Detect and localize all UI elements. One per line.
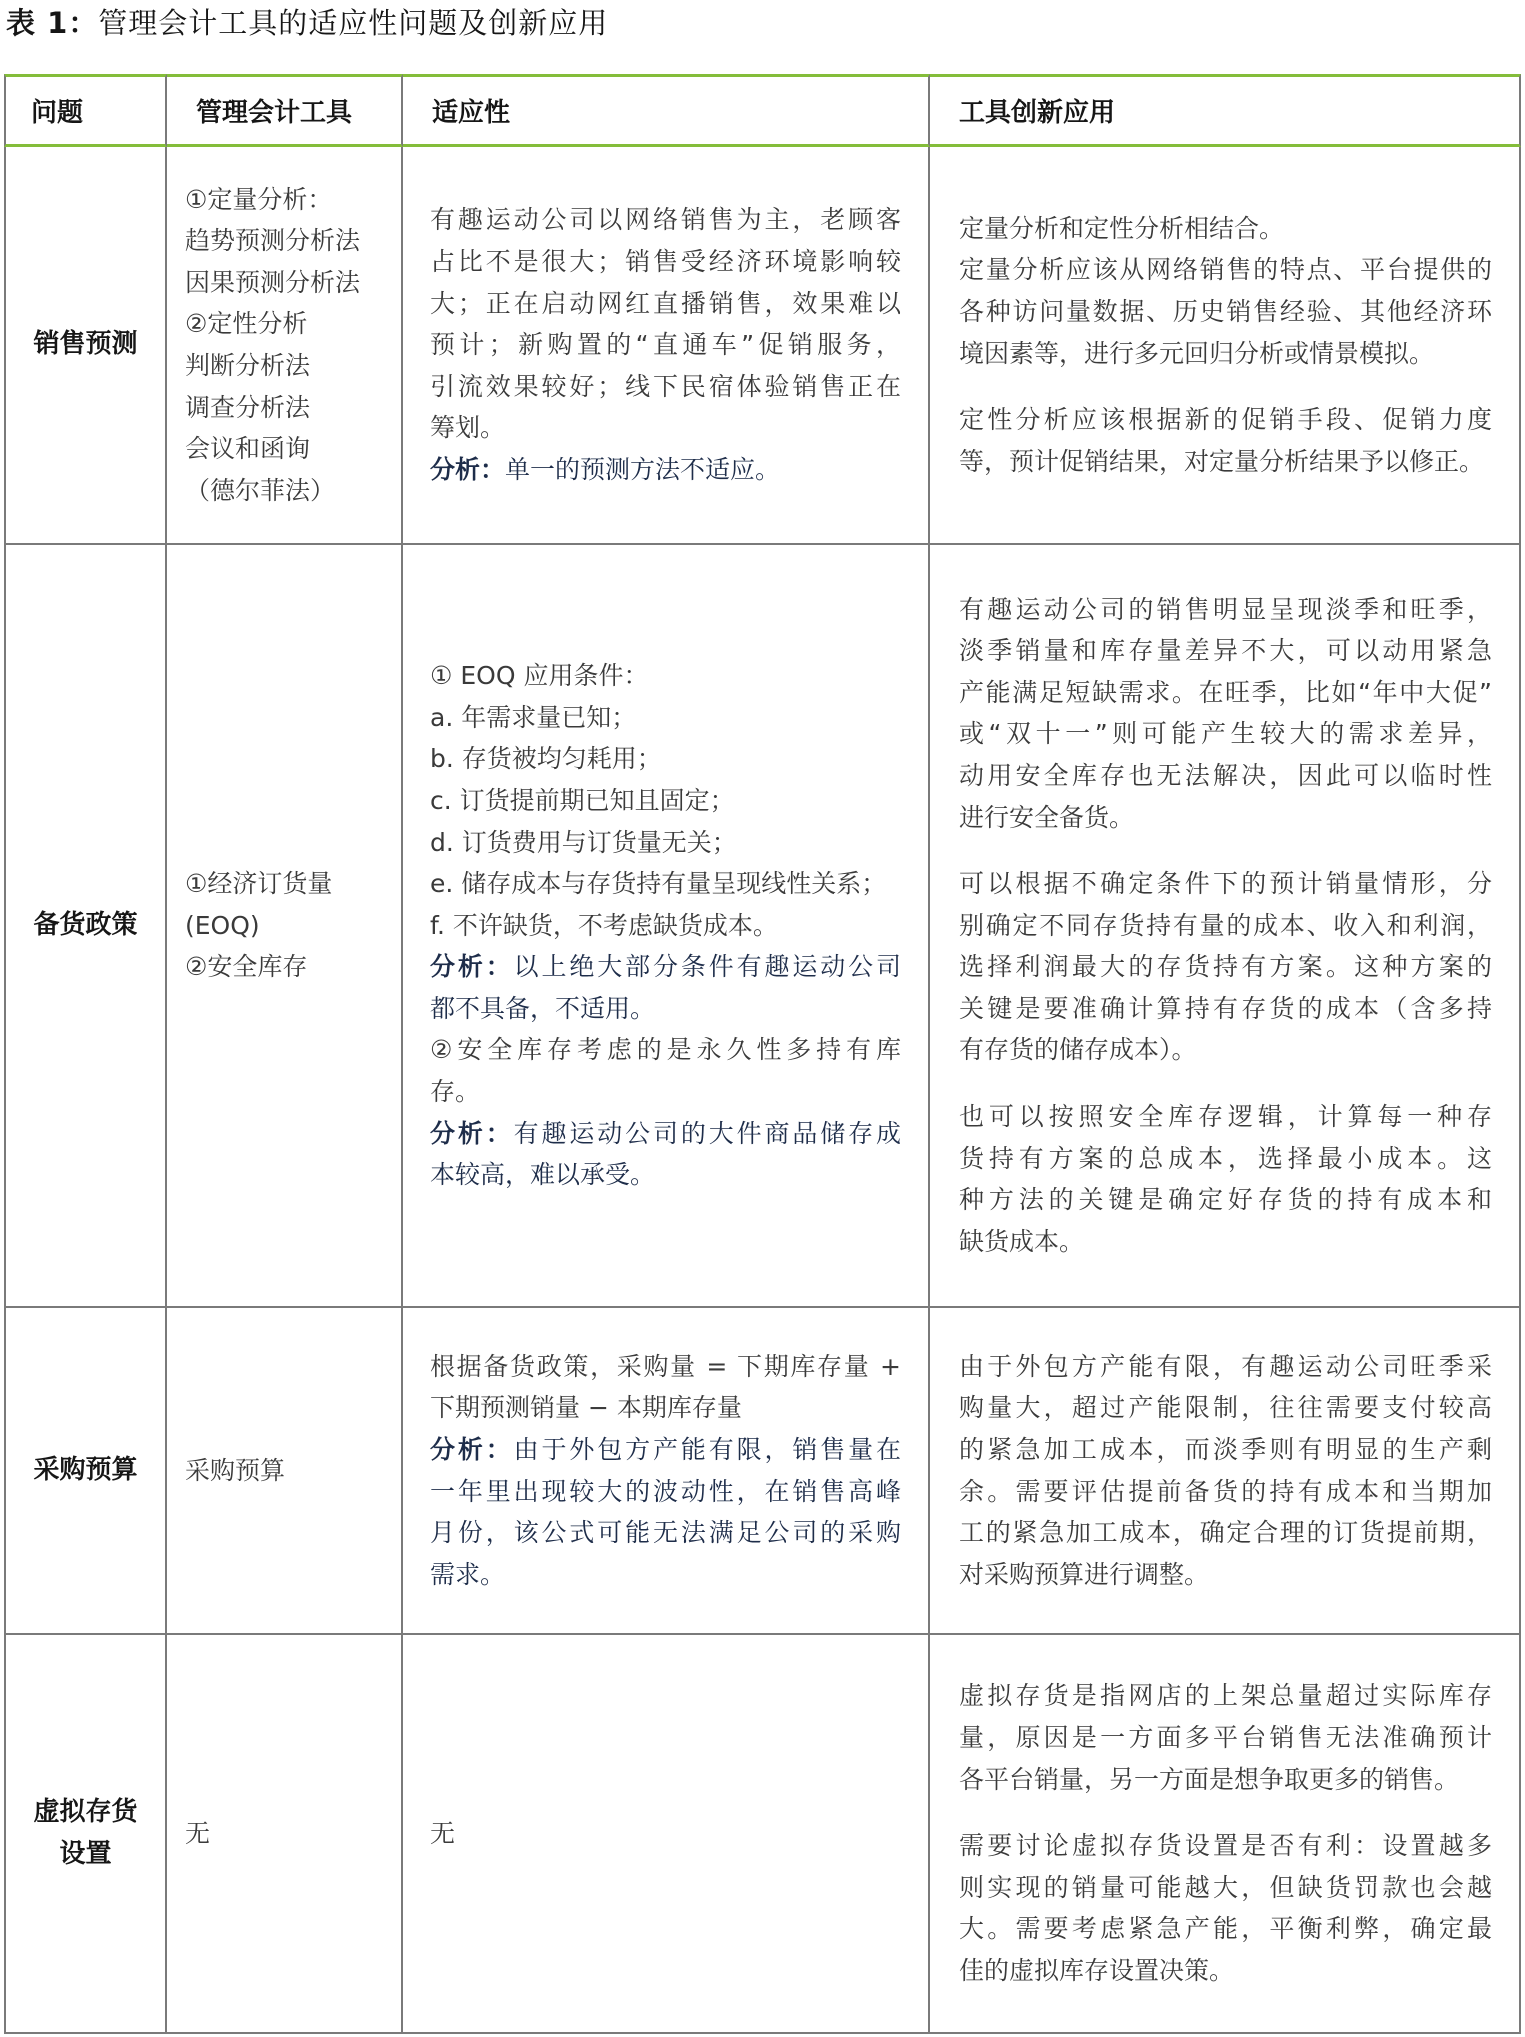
innovation-paragraph [959, 1675, 1492, 1800]
row-issue-cell [4, 545, 167, 1308]
text-line [430, 1154, 901, 1196]
line-text: 或“双十一”则可能产生较大的需求差异， [959, 719, 1492, 749]
line-text: b. 存货被均匀耗用； [430, 744, 662, 774]
line-text: 定性分析应该根据新的促销手段、促销力度 [959, 405, 1492, 435]
text-line [430, 1554, 901, 1596]
innovation-text-block [959, 399, 1492, 482]
row-issue-label: 销售预测 [33, 329, 138, 360]
applicability-paragraph [430, 1813, 901, 1855]
line-text: 有存货的储存成本）。 [959, 1035, 1197, 1065]
row-innovation-cell [930, 147, 1521, 545]
line-text: 大。需要考虑紧急产能，平衡利弊，确定最 [959, 1914, 1492, 1944]
table-caption [6, 4, 608, 42]
header-innovative-application: 工具创新应用 [930, 74, 1521, 147]
row-applicability-cell [403, 545, 930, 1308]
tool-item: 趋势预测分析法 [185, 226, 361, 256]
text-line [430, 863, 901, 905]
line-text: 需求。 [430, 1559, 506, 1589]
text-line [959, 905, 1492, 947]
analysis-label: 分析： [430, 454, 506, 484]
text-line [959, 1179, 1492, 1221]
line-text: 各平台销量，另一方面是想争取更多的销售。 [959, 1764, 1460, 1794]
analysis-note [430, 449, 901, 491]
text-line [959, 589, 1492, 631]
text-line [959, 630, 1492, 672]
text-line [430, 905, 901, 947]
text-line [430, 780, 901, 822]
innovation-text-block [959, 863, 1492, 1071]
innovation-text-block [959, 589, 1492, 839]
line-text: 一年里出现较大的波动性，在销售高峰 [430, 1476, 901, 1506]
analysis-label: 分析： [430, 1434, 514, 1464]
line-text: 则实现的销量可能越大，但缺货罚款也会越 [959, 1872, 1492, 1902]
text-line [430, 1512, 901, 1554]
tool-item: 会议和函询 [185, 434, 311, 464]
line-text: c. 订货提前期已知且固定； [430, 785, 735, 815]
line-text: 产能满足短缺需求。在旺季，比如“年中大促” [959, 677, 1492, 707]
line-text: 定量分析应该从网络销售的特点、平台提供的 [959, 255, 1492, 285]
applicability-text-block [430, 1813, 901, 1855]
line-text: 可以根据不确定条件下的预计销量情形，分 [959, 869, 1492, 899]
text-line [430, 407, 901, 449]
text-line [430, 738, 901, 780]
row-tools-cell [167, 147, 403, 545]
line-text: 佳的虚拟库存设置决策。 [959, 1955, 1235, 1985]
analysis-note [430, 1429, 901, 1595]
line-text: 有趣运动公司的销售明显呈现淡季和旺季， [959, 594, 1492, 624]
text-line [959, 1138, 1492, 1180]
line-text: ① EOQ 应用条件： [430, 661, 649, 691]
line-text: 对采购预算进行调整。 [959, 1559, 1210, 1589]
line-text: 动用安全库存也无法解决，因此可以临时性 [959, 760, 1492, 790]
header-issue: 问题 [4, 74, 167, 147]
innovation-text-block [959, 1096, 1492, 1262]
tool-item: ②定性分析 [185, 309, 308, 339]
text-line [430, 822, 901, 864]
text-line [430, 1071, 901, 1113]
line-text: 由于外包方产能有限，有趣运动公司旺季采 [959, 1351, 1492, 1381]
line-text: 境因素等，进行多元回归分析或情景模拟。 [959, 338, 1435, 368]
line-text: 选择利润最大的存货持有方案。这种方案的 [959, 952, 1492, 982]
line-text: 别确定不同存货持有量的成本、收入和利润， [959, 910, 1492, 940]
text-line [959, 1512, 1492, 1554]
text-line [430, 1429, 901, 1471]
tool-item: 无 [185, 1818, 211, 1848]
line-text: 根据备货政策，采购量 = 下期库存量 + [430, 1351, 901, 1381]
line-text: 缺货成本。 [959, 1226, 1085, 1256]
line-text: 的紧急加工成本，而淡季则有明显的生产剩 [959, 1434, 1492, 1464]
text-line [959, 1675, 1492, 1717]
table-title: 管理会计工具的适应性问题及创新应用 [98, 6, 609, 40]
tool-item: （德尔菲法） [185, 475, 336, 505]
innovation-paragraph [959, 1346, 1492, 1596]
applicability-text-block [430, 1029, 901, 1112]
tool-item: ①经济订货量 [185, 869, 333, 899]
text-line [959, 1825, 1492, 1867]
line-text: 等，预计促销结果，对定量分析结果予以修正。 [959, 446, 1485, 476]
line-text: 大；正在启动网红直播销售，效果难以 [430, 288, 901, 318]
innovation-text-block [959, 249, 1492, 374]
line-text: 购量大，超过产能限制，往往需要支付较高 [959, 1393, 1492, 1423]
row-tools-cell [167, 545, 403, 1308]
text-line [959, 1346, 1492, 1388]
line-text: 下期预测销量 − 本期库存量 [430, 1393, 742, 1423]
text-line [959, 713, 1492, 755]
row-issue-cell [4, 1635, 167, 2034]
line-text: a. 年需求量已知； [430, 702, 637, 732]
text-line [430, 655, 901, 697]
line-text: 预计；新购置的“直通车”促销服务， [430, 330, 901, 360]
text-line [430, 946, 901, 988]
text-line [430, 366, 901, 408]
text-line [959, 672, 1492, 714]
analysis-label: 分析： [430, 952, 514, 982]
text-line [959, 249, 1492, 291]
line-text: 货持有方案的总成本，选择最小成本。这 [959, 1143, 1492, 1173]
text-line [959, 1387, 1492, 1429]
tool-item: (EOQ) [185, 910, 260, 940]
applicability-text-block [430, 822, 901, 864]
text-line [430, 1346, 901, 1388]
line-text: 虚拟存货是指网店的上架总量超过实际库存 [959, 1681, 1492, 1711]
applicability-text-block [430, 655, 901, 697]
text-line [430, 1471, 901, 1513]
line-text: 筹划。 [430, 413, 506, 443]
text-line [430, 1387, 901, 1429]
row-issue-label: 备货政策 [33, 909, 138, 940]
row-applicability-cell [403, 147, 930, 545]
line-text: f. 不许缺货，不考虑缺货成本。 [430, 910, 778, 940]
text-line [959, 1908, 1492, 1950]
innovation-paragraph [959, 589, 1492, 839]
applicability-paragraph [430, 655, 901, 1196]
row-innovation-cell [930, 1308, 1521, 1635]
line-text: 进行安全备货。 [959, 802, 1135, 832]
text-line [430, 283, 901, 325]
tool-item: 因果预测分析法 [185, 267, 361, 297]
innovation-paragraph [959, 1096, 1492, 1262]
line-text: 淡季销量和库存量差异不大，可以动用紧急 [959, 636, 1492, 666]
line-text: 关键是要准确计算持有存货的成本（含多持 [959, 993, 1492, 1023]
text-line [430, 241, 901, 283]
text-line [959, 797, 1492, 839]
tool-item: ①定量分析： [185, 184, 333, 214]
text-line [959, 208, 1492, 250]
line-text: e. 储存成本与存货持有量呈现线性关系； [430, 869, 887, 899]
innovation-text-block [959, 208, 1492, 250]
text-line [959, 1717, 1492, 1759]
table-number: 表 1： [6, 6, 99, 40]
tool-item: 采购预算 [185, 1455, 286, 1485]
text-line [430, 1029, 901, 1071]
line-text: 本较高，难以承受。 [430, 1160, 656, 1190]
line-text: 有趣运动公司的大件商品储存成 [513, 1118, 901, 1148]
header-management-tools: 管理会计工具 [167, 74, 403, 147]
line-text: 量，原因是一方面多平台销售无法准确预计 [959, 1723, 1492, 1753]
text-line [959, 1096, 1492, 1138]
line-text: 占比不是很大；销售受经济环境影响较 [430, 247, 901, 277]
innovation-paragraph [959, 863, 1492, 1071]
row-issue-label: 虚拟存货 [33, 1796, 138, 1827]
line-text: 各种访问量数据、历史销售经验、其他经济环 [959, 296, 1492, 326]
row-tools-cell [167, 1635, 403, 2034]
analysis-label: 分析： [430, 1118, 514, 1148]
text-line [959, 863, 1492, 905]
row-issue-cell [4, 147, 167, 545]
analysis-note [430, 946, 901, 1029]
row-innovation-cell [930, 1635, 1521, 2034]
line-text: 工的紧急加工成本，确定合理的订货提前期， [959, 1518, 1492, 1548]
text-line [959, 399, 1492, 441]
text-line [959, 1554, 1492, 1596]
line-text: 需要讨论虚拟存货设置是否有利：设置越多 [959, 1831, 1492, 1861]
innovation-paragraph [959, 399, 1492, 482]
text-line [959, 1471, 1492, 1513]
line-text: 以上绝大部分条件有趣运动公司 [513, 952, 901, 982]
text-line [959, 755, 1492, 797]
text-line [959, 1950, 1492, 1992]
applicability-text-block [430, 199, 901, 449]
text-line [959, 1029, 1492, 1071]
text-line [430, 1813, 901, 1855]
innovation-paragraph [959, 208, 1492, 374]
tool-item: 判断分析法 [185, 351, 311, 380]
line-text: 由于外包方产能有限，销售量在 [513, 1434, 901, 1464]
header-applicability: 适应性 [403, 74, 930, 147]
applicability-text-block [430, 780, 901, 822]
innovation-paragraph [959, 1825, 1492, 1991]
text-line [430, 324, 901, 366]
applicability-paragraph [430, 199, 901, 490]
text-line [959, 1221, 1492, 1263]
text-line [959, 946, 1492, 988]
innovation-text-block [959, 1825, 1492, 1991]
row-applicability-cell [403, 1635, 930, 2034]
applicability-text-block [430, 905, 901, 947]
applicability-paragraph [430, 1346, 901, 1596]
row-issue-label: 采购预算 [33, 1454, 138, 1485]
row-issue-cell [4, 1308, 167, 1635]
line-text: 种方法的关键是确定好存货的持有成本和 [959, 1185, 1492, 1215]
line-text: 定量分析和定性分析相结合。 [959, 213, 1285, 243]
line-text: ②安全库存考虑的是永久性多持有库 [430, 1035, 901, 1065]
text-line [430, 1113, 901, 1155]
line-text: 余。需要评估提前备货的持有成本和当期加 [959, 1476, 1492, 1506]
applicability-text-block [430, 697, 901, 739]
text-line [959, 1759, 1492, 1801]
text-line [430, 697, 901, 739]
row-issue-label: 设置 [59, 1838, 112, 1869]
line-text: 也可以按照安全库存逻辑，计算每一种存 [959, 1102, 1492, 1132]
text-line [959, 1867, 1492, 1909]
innovation-text-block [959, 1675, 1492, 1800]
text-line [430, 988, 901, 1030]
text-line [430, 449, 901, 491]
line-text: 有趣运动公司以网络销售为主，老顾客 [430, 205, 901, 235]
tool-adaptability-table [4, 74, 1521, 2034]
line-text: 单一的预测方法不适应。 [505, 454, 781, 484]
text-line [959, 333, 1492, 375]
line-text: 存。 [430, 1077, 481, 1107]
row-applicability-cell [403, 1308, 930, 1635]
text-line [959, 291, 1492, 333]
text-line [959, 441, 1492, 483]
text-line [959, 988, 1492, 1030]
applicability-text-block [430, 1346, 901, 1429]
line-text: 都不具备，不适用。 [430, 993, 656, 1023]
line-text: d. 订货费用与订货量无关； [430, 827, 737, 857]
innovation-text-block [959, 1346, 1492, 1596]
row-innovation-cell [930, 545, 1521, 1308]
tool-item: 调查分析法 [185, 392, 311, 422]
analysis-note [430, 1113, 901, 1196]
text-line [959, 1429, 1492, 1471]
line-text: 引流效果较好；线下民宿体验销售正在 [430, 371, 901, 401]
line-text: 月份，该公式可能无法满足公司的采购 [430, 1518, 901, 1548]
applicability-text-block [430, 863, 901, 905]
applicability-text-block [430, 738, 901, 780]
line-text: 无 [430, 1818, 456, 1848]
row-tools-cell [167, 1308, 403, 1635]
tool-item: ②安全库存 [185, 952, 308, 982]
text-line [430, 199, 901, 241]
